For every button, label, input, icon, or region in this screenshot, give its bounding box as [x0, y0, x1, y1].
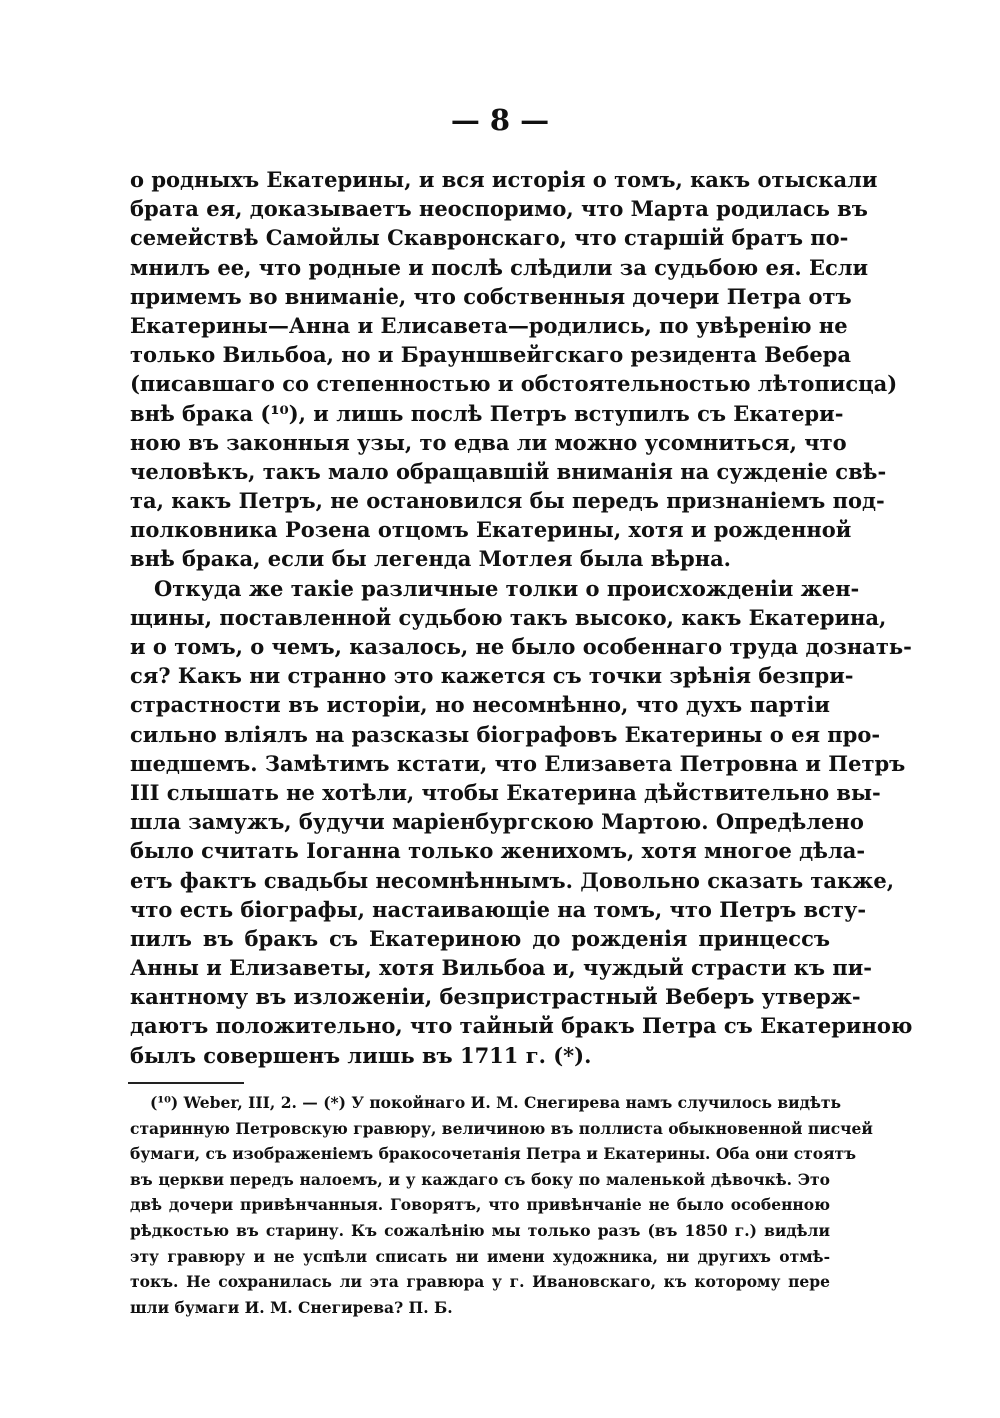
- text-line: примемъ во вниманіе, что собственныя дочери Петра отъ: [130, 283, 852, 309]
- footnote-line: токъ. Не сохранилась ли эта гравюра у г. Ивановскаго, къ которому пере: [130, 1272, 830, 1292]
- text-line: шла замужъ, будучи маріенбургскою Мартою. Опредѣлено: [130, 809, 864, 835]
- text-line: семействѣ Самойлы Скавронскаго, что старшій братъ по-: [130, 225, 849, 251]
- page-number: — 8 —: [450, 103, 550, 137]
- text-line: внѣ брака, если бы легенда Мотлея была вѣрна.: [130, 546, 731, 572]
- text-line: было считать Іоганна только женихомъ, хотя многое дѣла-: [130, 838, 866, 864]
- text-line: даютъ положительно, что тайный бракъ Петра съ Екатериною: [130, 1013, 913, 1039]
- text-line: мнилъ ее, что родные и послѣ слѣдили за судьбою ея. Если: [130, 254, 869, 280]
- text-line: ся? Какъ ни странно это кажется съ точки зрѣнія безпри-: [130, 663, 854, 689]
- text-line: брата ея, доказываетъ неоспоримо, что Марта родилась въ: [130, 196, 868, 222]
- text-line: полковника Розена отцомъ Екатерины, хотя и рожденной: [130, 517, 852, 543]
- text-line: Анны и Елизаветы, хотя Вильбоа и, чуждый страсти къ пи-: [130, 955, 872, 981]
- text-line: и о томъ, о чемъ, казалось, не было особеннаго труда дознать-: [130, 634, 912, 659]
- text-line: былъ совершенъ лишь въ 1711 г. (*).: [130, 1042, 592, 1068]
- text-line: внѣ брака (¹⁰), и лишь послѣ Петръ вступилъ съ Екатери-: [130, 400, 844, 426]
- text-line: шедшемъ. Замѣтимъ кстати, что Елизавета Петровна и Петръ: [130, 750, 906, 776]
- text-line: щины, поставленной судьбою такъ высоко, какъ Екатерина,: [130, 604, 887, 630]
- footnote-line: въ церкви передъ налоемъ, и у каждаго съ боку по маленькой дѣвочкѣ. Это: [130, 1169, 830, 1189]
- text-line: человѣкъ, такъ мало обращавшій вниманія на сужденіе свѣ-: [130, 458, 887, 484]
- text-line: о родныхъ Екатерины, и вся исторія о томъ, какъ отыскали: [130, 167, 878, 192]
- footnote-line: двѣ дочери привѣнчанныя. Говорятъ, что привѣнчаніе не было особенною: [130, 1195, 830, 1215]
- text-line: страстности въ исторіи, но несомнѣнно, что духъ партіи: [130, 692, 830, 718]
- text-line: что есть біографы, настаивающіе на томъ, что Петръ всту-: [130, 896, 867, 922]
- footnote-line: бумаги, съ изображеніемъ бракосочетанія Петра и Екатерины. Оба они стоятъ: [130, 1144, 857, 1164]
- footnote-line: эту гравюру и не успѣли списать ни имени художника, ни другихъ отмѣ-: [130, 1246, 830, 1266]
- text-line: ною въ законныя узы, то едва ли можно усомниться, что: [130, 429, 847, 455]
- body-text: [130, 165, 913, 1070]
- text-line: сильно вліялъ на разсказы біографовъ Екатерины о ея про-: [130, 721, 881, 747]
- text-line: Екатерины—Анна и Елисавета—родились, по увѣренію не: [130, 312, 848, 338]
- text-line: етъ фактъ свадьбы несомнѣннымъ. Довольно сказать также,: [130, 867, 895, 893]
- text-line: только Вильбоа, но и Брауншвейгскаго резидента Вебера: [130, 342, 851, 368]
- text-line: та, какъ Петръ, не остановился бы передъ признаніемъ под-: [130, 488, 885, 514]
- text-line: (писавшаго со степенностью и обстоятельностью лѣтописца): [130, 371, 898, 397]
- footnote-line: шли бумаги И. М. Снегирева? П. Б.: [130, 1297, 453, 1317]
- text-line: Откуда же такіе различные толки о происхожденіи жен-: [154, 575, 860, 601]
- footnote-line: (¹⁰) Weber, III, 2. — (*) У покойнаго И. М. Снегирева намъ случилось видѣть: [150, 1093, 842, 1112]
- text-line: кантному въ изложеніи, безпристрастный Веберъ утверж-: [130, 984, 861, 1010]
- text-line: III слышать не хотѣли, чтобы Екатерина дѣйствительно вы-: [130, 779, 881, 805]
- text-line: пилъ въ бракъ съ Екатериною до рожденія принцессъ: [130, 925, 830, 951]
- footnotes: [130, 1090, 873, 1320]
- footnote-line: рѣдкостью въ старину. Къ сожалѣнію мы только разъ (въ 1850 г.) видѣли: [130, 1220, 830, 1240]
- footnote-line: старинную Петровскую гравюру, величиною въ поллиста обыкновенной писчей: [130, 1118, 873, 1138]
- footnote-divider: [128, 1082, 244, 1084]
